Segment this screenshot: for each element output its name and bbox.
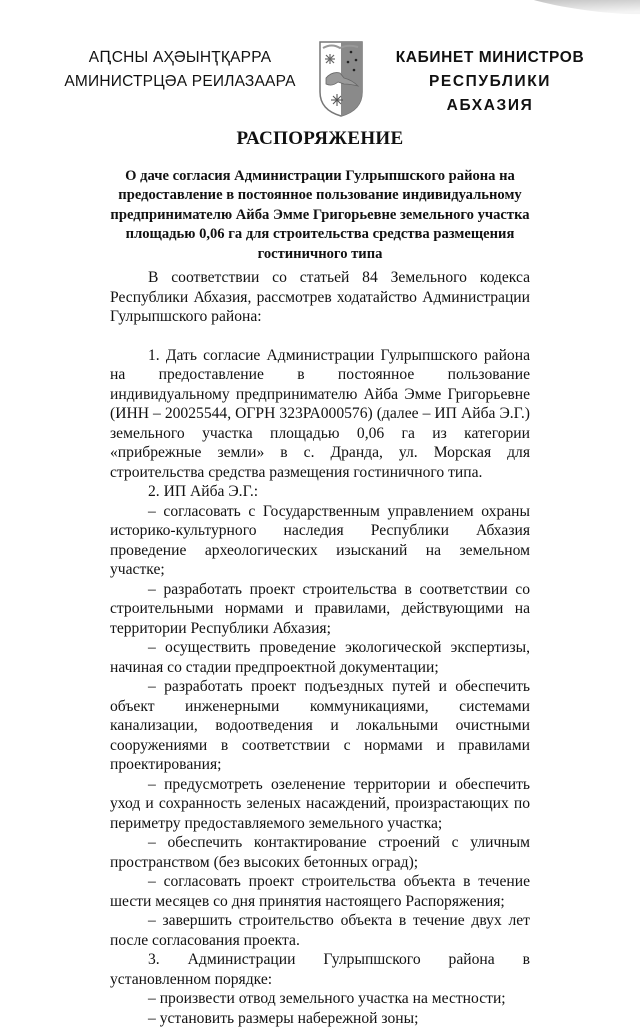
item-2-point: – согласовать проект строительства объекта в течение шести месяцев со дня принятия настоящего Распоряжения; bbox=[110, 872, 530, 911]
item-2-point: – предусмотреть озеленение территории и обеспечить уход и сохранность зеленых насаждений, произрастающих по периметру предоставляемого земельного участка; bbox=[110, 775, 530, 834]
document-body bbox=[110, 268, 530, 1028]
item-2-point: – обеспечить контактирование строений с уличным пространством (без высоких бетонных оград); bbox=[110, 833, 530, 872]
item-3-point: – произвести отвод земельного участка на местности; bbox=[110, 989, 530, 1009]
item-2-point: – разработать проект строительства в соответствии со строительными нормами и правилами, действующими на территории Республики Абхазия; bbox=[110, 580, 530, 639]
item-3-heading: 3. Администрации Гулрыпшского района в установленном порядке: bbox=[110, 950, 530, 989]
letterhead-russian-line2: РЕСПУБЛИКИ АБХАЗИЯ bbox=[385, 70, 595, 118]
item-2-point: – согласовать с Государственным управлением охраны историко-культурного наследия Республики Абхазия проведение археологических изысканий на земельном участке; bbox=[110, 502, 530, 580]
letterhead-abkhaz bbox=[60, 46, 300, 94]
preamble: В соответствии со статьей 84 Земельного кодекса Республики Абхазия, рассмотрев ходатайство Администрации Гулрыпшского района: bbox=[110, 268, 530, 327]
document-title: РАСПОРЯЖЕНИЕ bbox=[0, 128, 640, 150]
letterhead-russian-line1: КАБИНЕТ МИНИСТРОВ bbox=[385, 46, 595, 70]
item-2-point: – осуществить проведение экологической экспертизы, начиная со стадии предпроектной документации; bbox=[110, 638, 530, 677]
letterhead-abkhaz-line1: АԤСНЫ АҲӘЫНҬҚАРРА bbox=[60, 46, 300, 70]
item-2-point: – завершить строительство объекта в течение двух лет после согласования проекта. bbox=[110, 911, 530, 950]
item-1: 1. Дать согласие Администрации Гулрыпшского района на предоставление в постоянное пользование индивидуальному предпринимателю Айба Эмме Григорьевне (ИНН – 20025544, ОГРН 323РА000576) (далее – ИП Айба Э.Г.) земельного участка площадью 0,06 га из категории «прибрежные земли» в с. Дранда, ул. Морская для строительства средства размещения гостиничного типа. bbox=[110, 346, 530, 483]
coat-of-arms-icon bbox=[318, 40, 364, 118]
scan-smudge bbox=[509, 0, 640, 20]
item-3-point: – установить размеры набережной зоны; bbox=[110, 1009, 530, 1028]
item-2-heading: 2. ИП Айба Э.Г.: bbox=[110, 482, 530, 502]
document-subject: О даче согласия Администрации Гулрыпшского района на предоставление в постоянное пользование индивидуальному предпринимателю Айба Эмме Григорьевне земельного участка площадью 0,06 га для строительства средства размещения гостиничного типа bbox=[110, 167, 530, 264]
letterhead bbox=[0, 40, 640, 130]
item-2-point: – разработать проект подъездных путей и обеспечить объект инженерными коммуникациями, системами канализации, водоотведения и локальными очистными сооружениями в соответствии с нормами и правилами проектирования; bbox=[110, 677, 530, 775]
letterhead-abkhaz-line2: АМИНИСТРЦӘА РЕИЛАЗААРА bbox=[60, 70, 300, 94]
letterhead-russian bbox=[385, 46, 595, 118]
